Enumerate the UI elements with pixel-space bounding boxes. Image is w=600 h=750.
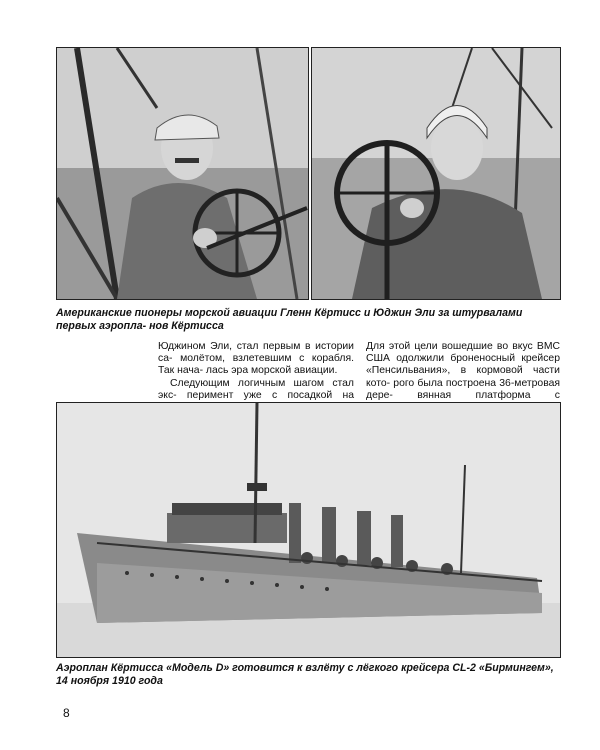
photo-eugene-ely xyxy=(311,47,561,300)
bottom-photo-caption: Аэроплан Кёртисса «Модель D» готовится к взлёту с лёгкого крейсера CL-2 «Бирмингем», 14 ноября 1910 года xyxy=(56,662,554,687)
photo-glenn-curtiss xyxy=(56,47,309,300)
photo-cruiser-birmingham-image xyxy=(57,403,560,657)
photo-glenn-curtiss-image xyxy=(57,48,308,299)
photo-eugene-ely-image xyxy=(312,48,560,299)
top-photo-caption: Американские пионеры морской авиации Гленн Кёртисс и Юджин Эли за штурвалами первых аэропла- нов Кёртисса xyxy=(56,307,523,332)
page-number: 8 xyxy=(63,706,70,720)
column-left-paragraph-1: Юджином Эли, стал первым в истории са- молётом, взлетевшим с корабля. Так нача- лась эра морской авиации. xyxy=(158,341,354,377)
column-left-paragraph-2: Следующим логичным шагом стал экс- перимент уже с посадкой на xyxy=(158,377,354,401)
photo-cruiser-birmingham xyxy=(56,402,561,658)
column-right-paragraph-1: Для этой цели вошедшие во вкус ВМС США одолжили броненосный крейсер «Пенсильвания», в кормовой части кото- рого была построена 36-метровая дере- вянная платформа с xyxy=(366,341,560,401)
